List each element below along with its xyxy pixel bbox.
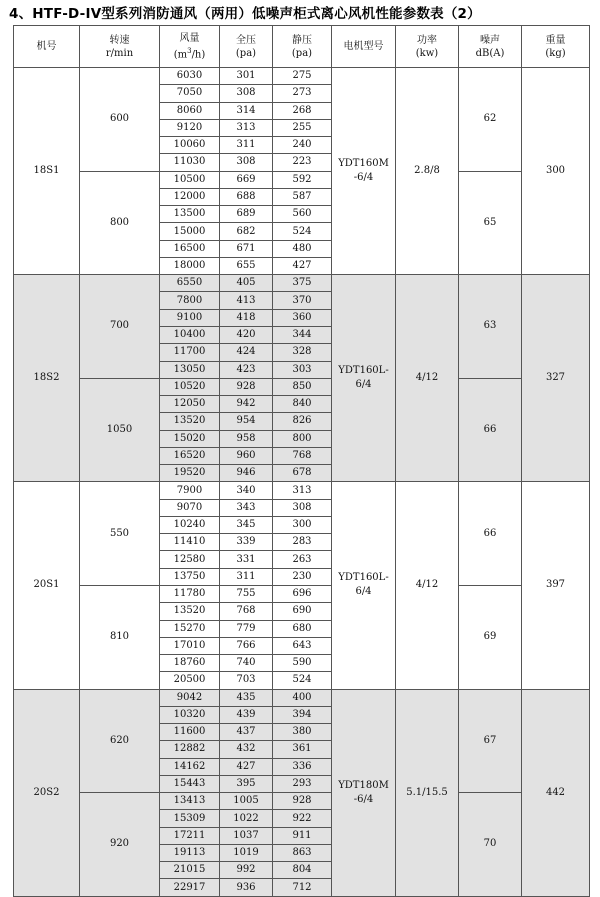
motor-line-2: 6/4 <box>355 586 372 598</box>
static-pressure-cell: 240 <box>273 137 332 154</box>
static-pressure-cell: 850 <box>273 378 332 395</box>
static-pressure-cell: 283 <box>273 534 332 551</box>
noise-cell: 69 <box>459 585 522 689</box>
header-speed-label: 转速 <box>109 34 130 46</box>
airflow-cell: 11410 <box>160 534 220 551</box>
weight-cell: 397 <box>522 482 590 689</box>
speed-cell: 920 <box>80 793 160 897</box>
airflow-cell: 13500 <box>160 206 220 223</box>
static-pressure-cell: 863 <box>273 844 332 861</box>
airflow-cell: 12580 <box>160 551 220 568</box>
airflow-cell: 10400 <box>160 326 220 343</box>
static-pressure-cell: 840 <box>273 396 332 413</box>
static-pressure-cell: 303 <box>273 361 332 378</box>
page-title: 4、HTF-D-IV型系列消防通风（两用）低噪声柜式离心风机性能参数表（2） <box>9 6 481 22</box>
static-pressure-cell: 361 <box>273 741 332 758</box>
static-pressure-cell: 643 <box>273 637 332 654</box>
airflow-cell: 8060 <box>160 102 220 119</box>
model-group <box>14 68 590 275</box>
power-cell: 5.1/15.5 <box>396 689 459 896</box>
airflow-cell: 12050 <box>160 396 220 413</box>
table-row <box>14 275 590 292</box>
static-pressure-cell: 524 <box>273 223 332 240</box>
noise-cell: 66 <box>459 482 522 586</box>
total-pressure-cell: 308 <box>220 154 273 171</box>
airflow-unit-post: /h) <box>191 49 206 61</box>
speed-cell: 800 <box>80 171 160 275</box>
static-pressure-cell: 800 <box>273 430 332 447</box>
header-static-pressure-unit: (pa) <box>291 47 313 59</box>
airflow-cell: 18760 <box>160 655 220 672</box>
static-pressure-cell: 230 <box>273 568 332 585</box>
airflow-cell: 13413 <box>160 793 220 810</box>
static-pressure-cell: 344 <box>273 326 332 343</box>
airflow-cell: 13520 <box>160 603 220 620</box>
static-pressure-cell: 293 <box>273 775 332 792</box>
header-static-pressure-label: 静压 <box>292 34 312 46</box>
static-pressure-cell: 590 <box>273 655 332 672</box>
header-noise-unit: dB(A) <box>475 47 505 59</box>
static-pressure-cell: 680 <box>273 620 332 637</box>
total-pressure-cell: 960 <box>220 447 273 464</box>
header-speed-unit: r/min <box>105 47 134 59</box>
airflow-cell: 10500 <box>160 171 220 188</box>
header-total-pressure-label: 全压 <box>236 34 256 46</box>
speed-cell: 810 <box>80 585 160 689</box>
airflow-cell: 6550 <box>160 275 220 292</box>
static-pressure-cell: 690 <box>273 603 332 620</box>
total-pressure-cell: 682 <box>220 223 273 240</box>
total-pressure-cell: 766 <box>220 637 273 654</box>
table-row <box>14 689 590 706</box>
noise-cell: 67 <box>459 689 522 793</box>
airflow-cell: 9070 <box>160 499 220 516</box>
airflow-cell: 20500 <box>160 672 220 689</box>
airflow-cell: 19113 <box>160 844 220 861</box>
header-noise <box>459 26 522 68</box>
airflow-cell: 9120 <box>160 119 220 136</box>
speed-cell: 1050 <box>80 378 160 482</box>
airflow-cell: 15020 <box>160 430 220 447</box>
total-pressure-cell: 689 <box>220 206 273 223</box>
header-airflow-label: 风量 <box>179 32 200 44</box>
static-pressure-cell: 394 <box>273 706 332 723</box>
airflow-cell: 17211 <box>160 827 220 844</box>
static-pressure-cell: 922 <box>273 810 332 827</box>
model-group <box>14 275 590 482</box>
total-pressure-cell: 688 <box>220 188 273 205</box>
static-pressure-cell: 400 <box>273 689 332 706</box>
airflow-cell: 16520 <box>160 447 220 464</box>
airflow-cell: 18000 <box>160 257 220 274</box>
header-noise-label: 噪声 <box>480 34 500 46</box>
motor-line-2: 6/4 <box>355 379 372 391</box>
airflow-cell: 6030 <box>160 68 220 85</box>
total-pressure-cell: 1022 <box>220 810 273 827</box>
header-total-pressure-unit: (pa) <box>235 47 257 59</box>
header-airflow <box>160 26 220 68</box>
static-pressure-cell: 826 <box>273 413 332 430</box>
total-pressure-cell: 439 <box>220 706 273 723</box>
motor-line-1: YDT160M <box>338 158 389 170</box>
header-motor <box>332 26 396 68</box>
static-pressure-cell: 263 <box>273 551 332 568</box>
header-weight-unit: (kg) <box>545 47 566 59</box>
airflow-cell: 19520 <box>160 465 220 482</box>
total-pressure-cell: 418 <box>220 309 273 326</box>
motor-line-1: YDT160L- <box>338 572 389 584</box>
power-cell: 4/12 <box>396 482 459 689</box>
static-pressure-cell: 308 <box>273 499 332 516</box>
total-pressure-cell: 331 <box>220 551 273 568</box>
power-cell: 2.8/8 <box>396 68 459 275</box>
model-cell: 20S1 <box>14 482 80 689</box>
static-pressure-cell: 273 <box>273 85 332 102</box>
speed-cell: 700 <box>80 275 160 379</box>
total-pressure-cell: 413 <box>220 292 273 309</box>
airflow-cell: 12882 <box>160 741 220 758</box>
total-pressure-cell: 936 <box>220 879 273 896</box>
airflow-cell: 11600 <box>160 724 220 741</box>
airflow-cell: 16500 <box>160 240 220 257</box>
speed-cell: 600 <box>80 68 160 172</box>
total-pressure-cell: 954 <box>220 413 273 430</box>
table-row <box>14 585 590 602</box>
noise-cell: 66 <box>459 378 522 482</box>
header-weight-label: 重量 <box>545 34 566 46</box>
motor-line-2: -6/4 <box>353 793 374 805</box>
static-pressure-cell: 255 <box>273 119 332 136</box>
total-pressure-cell: 311 <box>220 137 273 154</box>
header-total-pressure <box>220 26 273 68</box>
noise-cell: 63 <box>459 275 522 379</box>
static-pressure-cell: 336 <box>273 758 332 775</box>
airflow-cell: 10240 <box>160 516 220 533</box>
airflow-cell: 21015 <box>160 862 220 879</box>
total-pressure-cell: 1005 <box>220 793 273 810</box>
motor-cell <box>332 689 396 896</box>
static-pressure-cell: 427 <box>273 257 332 274</box>
total-pressure-cell: 432 <box>220 741 273 758</box>
header-weight <box>522 26 590 68</box>
total-pressure-cell: 435 <box>220 689 273 706</box>
total-pressure-cell: 992 <box>220 862 273 879</box>
noise-cell: 70 <box>459 793 522 897</box>
airflow-cell: 7800 <box>160 292 220 309</box>
model-cell: 18S2 <box>14 275 80 482</box>
total-pressure-cell: 669 <box>220 171 273 188</box>
table-row <box>14 378 590 395</box>
motor-line-1: YDT180M <box>338 779 389 791</box>
total-pressure-cell: 343 <box>220 499 273 516</box>
static-pressure-cell: 587 <box>273 188 332 205</box>
header-model-label: 机号 <box>36 41 57 52</box>
weight-cell: 442 <box>522 689 590 896</box>
airflow-cell: 9042 <box>160 689 220 706</box>
total-pressure-cell: 437 <box>220 724 273 741</box>
airflow-cell: 17010 <box>160 637 220 654</box>
noise-cell: 62 <box>459 68 522 172</box>
static-pressure-cell: 928 <box>273 793 332 810</box>
static-pressure-cell: 360 <box>273 309 332 326</box>
total-pressure-cell: 958 <box>220 430 273 447</box>
motor-cell <box>332 482 396 689</box>
total-pressure-cell: 311 <box>220 568 273 585</box>
airflow-cell: 10060 <box>160 137 220 154</box>
static-pressure-cell: 911 <box>273 827 332 844</box>
static-pressure-cell: 275 <box>273 68 332 85</box>
static-pressure-cell: 300 <box>273 516 332 533</box>
performance-table <box>13 25 590 897</box>
airflow-cell: 15309 <box>160 810 220 827</box>
static-pressure-cell: 313 <box>273 482 332 499</box>
static-pressure-cell: 375 <box>273 275 332 292</box>
header-static-pressure <box>273 26 332 68</box>
airflow-cell: 9100 <box>160 309 220 326</box>
airflow-cell: 7900 <box>160 482 220 499</box>
table-row <box>14 793 590 810</box>
airflow-cell: 15000 <box>160 223 220 240</box>
static-pressure-cell: 480 <box>273 240 332 257</box>
speed-cell: 550 <box>80 482 160 586</box>
static-pressure-cell: 328 <box>273 344 332 361</box>
header-power-unit: (kw) <box>415 47 439 59</box>
total-pressure-cell: 928 <box>220 378 273 395</box>
static-pressure-cell: 678 <box>273 465 332 482</box>
static-pressure-cell: 370 <box>273 292 332 309</box>
total-pressure-cell: 755 <box>220 585 273 602</box>
total-pressure-cell: 395 <box>220 775 273 792</box>
total-pressure-cell: 946 <box>220 465 273 482</box>
total-pressure-cell: 427 <box>220 758 273 775</box>
motor-cell <box>332 68 396 275</box>
airflow-cell: 13750 <box>160 568 220 585</box>
total-pressure-cell: 424 <box>220 344 273 361</box>
speed-cell: 620 <box>80 689 160 793</box>
total-pressure-cell: 1019 <box>220 844 273 861</box>
model-group <box>14 689 590 896</box>
model-cell: 20S2 <box>14 689 80 896</box>
static-pressure-cell: 712 <box>273 879 332 896</box>
static-pressure-cell: 696 <box>273 585 332 602</box>
total-pressure-cell: 703 <box>220 672 273 689</box>
airflow-cell: 12000 <box>160 188 220 205</box>
airflow-cell: 10320 <box>160 706 220 723</box>
airflow-cell: 13050 <box>160 361 220 378</box>
airflow-cell: 7050 <box>160 85 220 102</box>
airflow-cell: 15270 <box>160 620 220 637</box>
total-pressure-cell: 340 <box>220 482 273 499</box>
header-power-label: 功率 <box>417 34 437 46</box>
motor-line-1: YDT160L- <box>338 365 389 377</box>
header-model <box>14 26 80 68</box>
airflow-unit-sup: 3 <box>187 46 192 55</box>
total-pressure-cell: 740 <box>220 655 273 672</box>
table-header <box>14 26 590 68</box>
total-pressure-cell: 671 <box>220 240 273 257</box>
header-power <box>396 26 459 68</box>
total-pressure-cell: 768 <box>220 603 273 620</box>
static-pressure-cell: 524 <box>273 672 332 689</box>
static-pressure-cell: 268 <box>273 102 332 119</box>
total-pressure-cell: 779 <box>220 620 273 637</box>
airflow-cell: 22917 <box>160 879 220 896</box>
static-pressure-cell: 560 <box>273 206 332 223</box>
total-pressure-cell: 655 <box>220 257 273 274</box>
airflow-cell: 11030 <box>160 154 220 171</box>
header-speed <box>80 26 160 68</box>
total-pressure-cell: 405 <box>220 275 273 292</box>
airflow-cell: 13520 <box>160 413 220 430</box>
noise-cell: 65 <box>459 171 522 275</box>
static-pressure-cell: 768 <box>273 447 332 464</box>
static-pressure-cell: 223 <box>273 154 332 171</box>
table-row <box>14 68 590 85</box>
total-pressure-cell: 301 <box>220 68 273 85</box>
weight-cell: 327 <box>522 275 590 482</box>
airflow-cell: 10520 <box>160 378 220 395</box>
weight-cell: 300 <box>522 68 590 275</box>
total-pressure-cell: 1037 <box>220 827 273 844</box>
total-pressure-cell: 313 <box>220 119 273 136</box>
airflow-unit-pre: (m <box>173 49 188 61</box>
static-pressure-cell: 592 <box>273 171 332 188</box>
total-pressure-cell: 942 <box>220 396 273 413</box>
airflow-cell: 15443 <box>160 775 220 792</box>
total-pressure-cell: 420 <box>220 326 273 343</box>
airflow-cell: 11780 <box>160 585 220 602</box>
header-airflow-unit <box>160 45 219 61</box>
airflow-cell: 11700 <box>160 344 220 361</box>
total-pressure-cell: 423 <box>220 361 273 378</box>
table-row <box>14 171 590 188</box>
total-pressure-cell: 339 <box>220 534 273 551</box>
header-motor-label: 电机型号 <box>343 41 384 52</box>
model-cell: 18S1 <box>14 68 80 275</box>
total-pressure-cell: 314 <box>220 102 273 119</box>
power-cell: 4/12 <box>396 275 459 482</box>
total-pressure-cell: 345 <box>220 516 273 533</box>
total-pressure-cell: 308 <box>220 85 273 102</box>
static-pressure-cell: 380 <box>273 724 332 741</box>
table-row <box>14 482 590 499</box>
static-pressure-cell: 804 <box>273 862 332 879</box>
motor-line-2: -6/4 <box>353 172 374 184</box>
airflow-cell: 14162 <box>160 758 220 775</box>
model-group <box>14 482 590 689</box>
motor-cell <box>332 275 396 482</box>
